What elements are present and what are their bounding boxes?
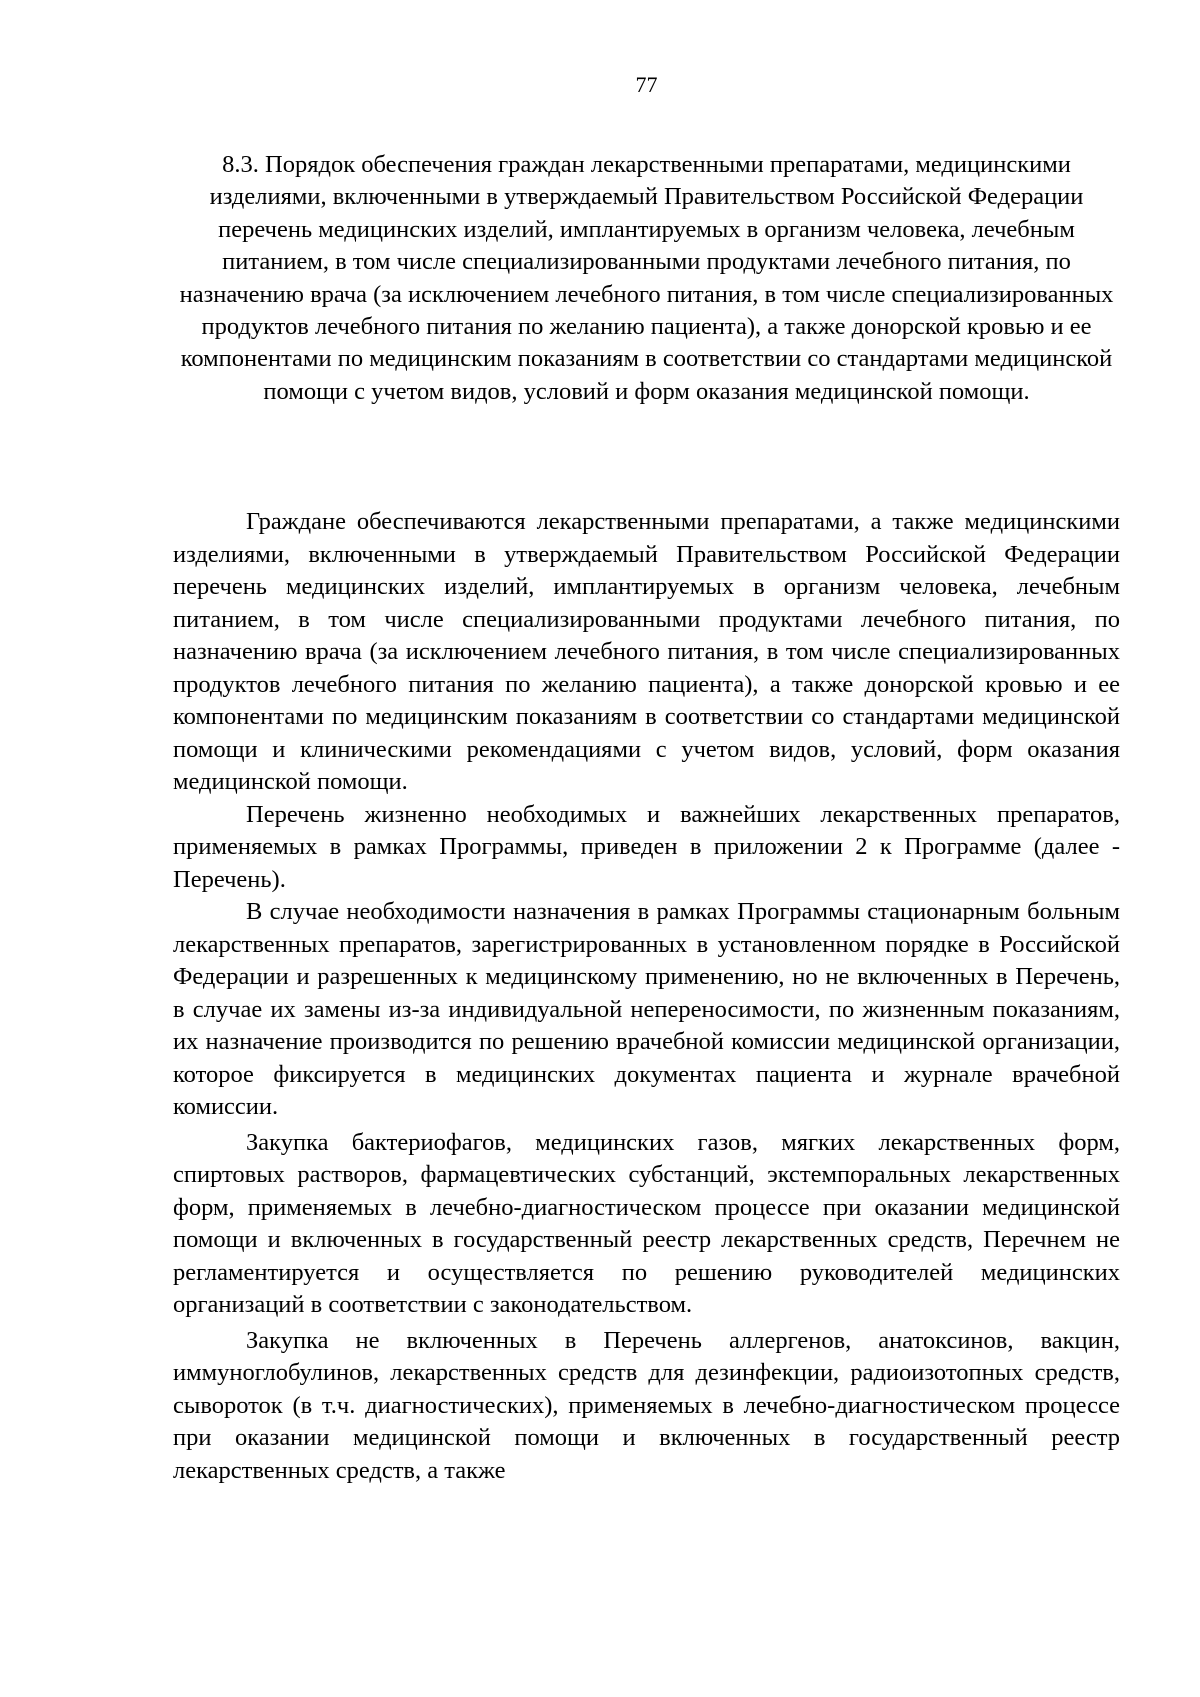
paragraph-bacteriophages-procurement: Закупка бактериофагов, медицинских газов, мягких лекарственных форм, спиртовых растворов, фармацевтических субстанций, экстемпоральных лекарственных форм, применяемых в лечебно-диагностическом процессе при оказании медицинской помощи и включенных в государственный реестр лекарственных средств, Перечнем не регламентируется и осуществляется по решению руководителей медицинских организаций в соответствии с законодательством. [173, 1128, 1120, 1318]
paragraph-allergens-procurement: Закупка не включенных в Перечень аллергенов, анатоксинов, вакцин, иммуноглобулинов, лекарственных средств для дезинфекции, радиоизотопных средств, сывороток (в т.ч. диагностических), применяемых в лечебно-диагностическом процессе при оказании медицинской помощи и включенных в государственный реестр лекарственных средств, а также [173, 1326, 1120, 1484]
page-number: 77 [635, 72, 658, 97]
paragraph-essential-drugs-list: Перечень жизненно необходимых и важнейших лекарственных препаратов, применяемых в рамках Программы, приведен в приложении 2 к Программе (далее - Перечень). [173, 800, 1120, 893]
paragraph-non-listed-prescription: В случае необходимости назначения в рамках Программы стационарным больным лекарственных препаратов, зарегистрированных в установленном порядке в Российской Федерации и разрешенных к медицинскому применению, но не включенных в Перечень, в случае их замены из-за индивидуальной непереносимости, по жизненным показаниям, их назначение производится по решению врачебной комиссии медицинской организации, которое фиксируется в медицинских документах пациента и журнале врачебной комиссии. [173, 898, 1120, 1120]
document-body [173, 506, 1120, 1487]
section-heading: 8.3. Порядок обеспечения граждан лекарственными препаратами, медицинскими изделиями, включенными в утверждаемый Правительством Российской Федерации перечень медицинских изделий, имплантируемых в организм человека, лечебным питанием, в том числе специализированными продуктами лечебного питания, по назначению врача (за исключением лечебного питания, в том числе специализированных продуктов лечебного питания по желанию пациента), а также донорской кровью и ее компонентами по медицинским показаниям в соответствии со стандартами медицинской помощи с учетом видов, условий и форм оказания медицинской помощи. [179, 151, 1114, 405]
paragraph-provision-of-medicines: Граждане обеспечиваются лекарственными препаратами, а также медицинскими изделиями, включенными в утверждаемый Правительством Российской Федерации перечень медицинских изделий, имплантируемых в организм человека, лечебным питанием, в том числе специализированными продуктами лечебного питания, по назначению врача (за исключением лечебного питания, в том числе специализированных продуктов лечебного питания по желанию пациента), а также донорской кровью и ее компонентами по медицинским показаниям в соответствии со стандартами медицинской помощи и клиническими рекомендациями с учетом видов, условий, форм оказания медицинской помощи. [173, 508, 1120, 795]
